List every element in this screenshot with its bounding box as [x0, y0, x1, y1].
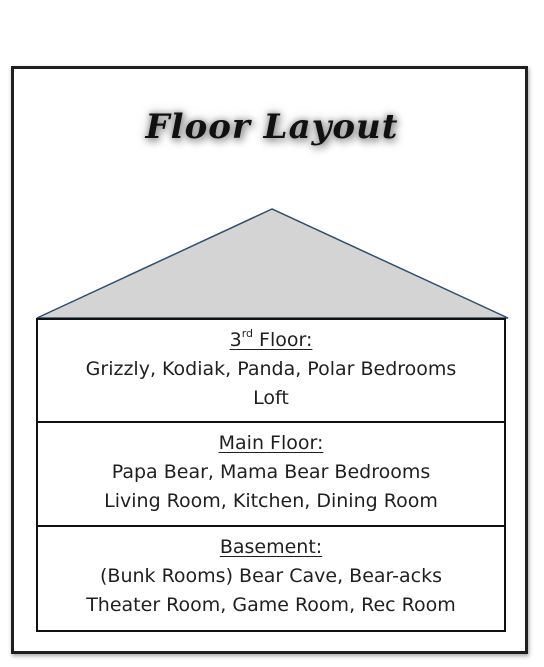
- floor-third-heading-suffix: rd: [241, 326, 254, 340]
- diagram-title: Floor Layout: [145, 107, 399, 147]
- floor-main-line: Papa Bear, Mama Bear Bedrooms: [111, 461, 431, 483]
- floor-third-heading-number: 3: [229, 329, 242, 351]
- floor-basement-heading: Basement:: [219, 536, 323, 558]
- floor-basement-line: Theater Room, Game Room, Rec Room: [86, 594, 456, 616]
- floor-third-heading-text: Floor:: [253, 329, 313, 351]
- floor-basement-line: (Bunk Rooms) Bear Cave, Bear-acks: [100, 565, 442, 587]
- floor-basement: [36, 525, 506, 632]
- floor-third-line: Grizzly, Kodiak, Panda, Polar Bedrooms: [85, 358, 457, 380]
- floor-main-line: Living Room, Kitchen, Dining Room: [104, 490, 438, 512]
- floor-third-line: Loft: [253, 387, 289, 409]
- floor-third-heading: [38, 326, 504, 355]
- floor-third: [36, 318, 506, 423]
- floor-main: [36, 421, 506, 527]
- floor-main-heading: Main Floor:: [218, 432, 324, 454]
